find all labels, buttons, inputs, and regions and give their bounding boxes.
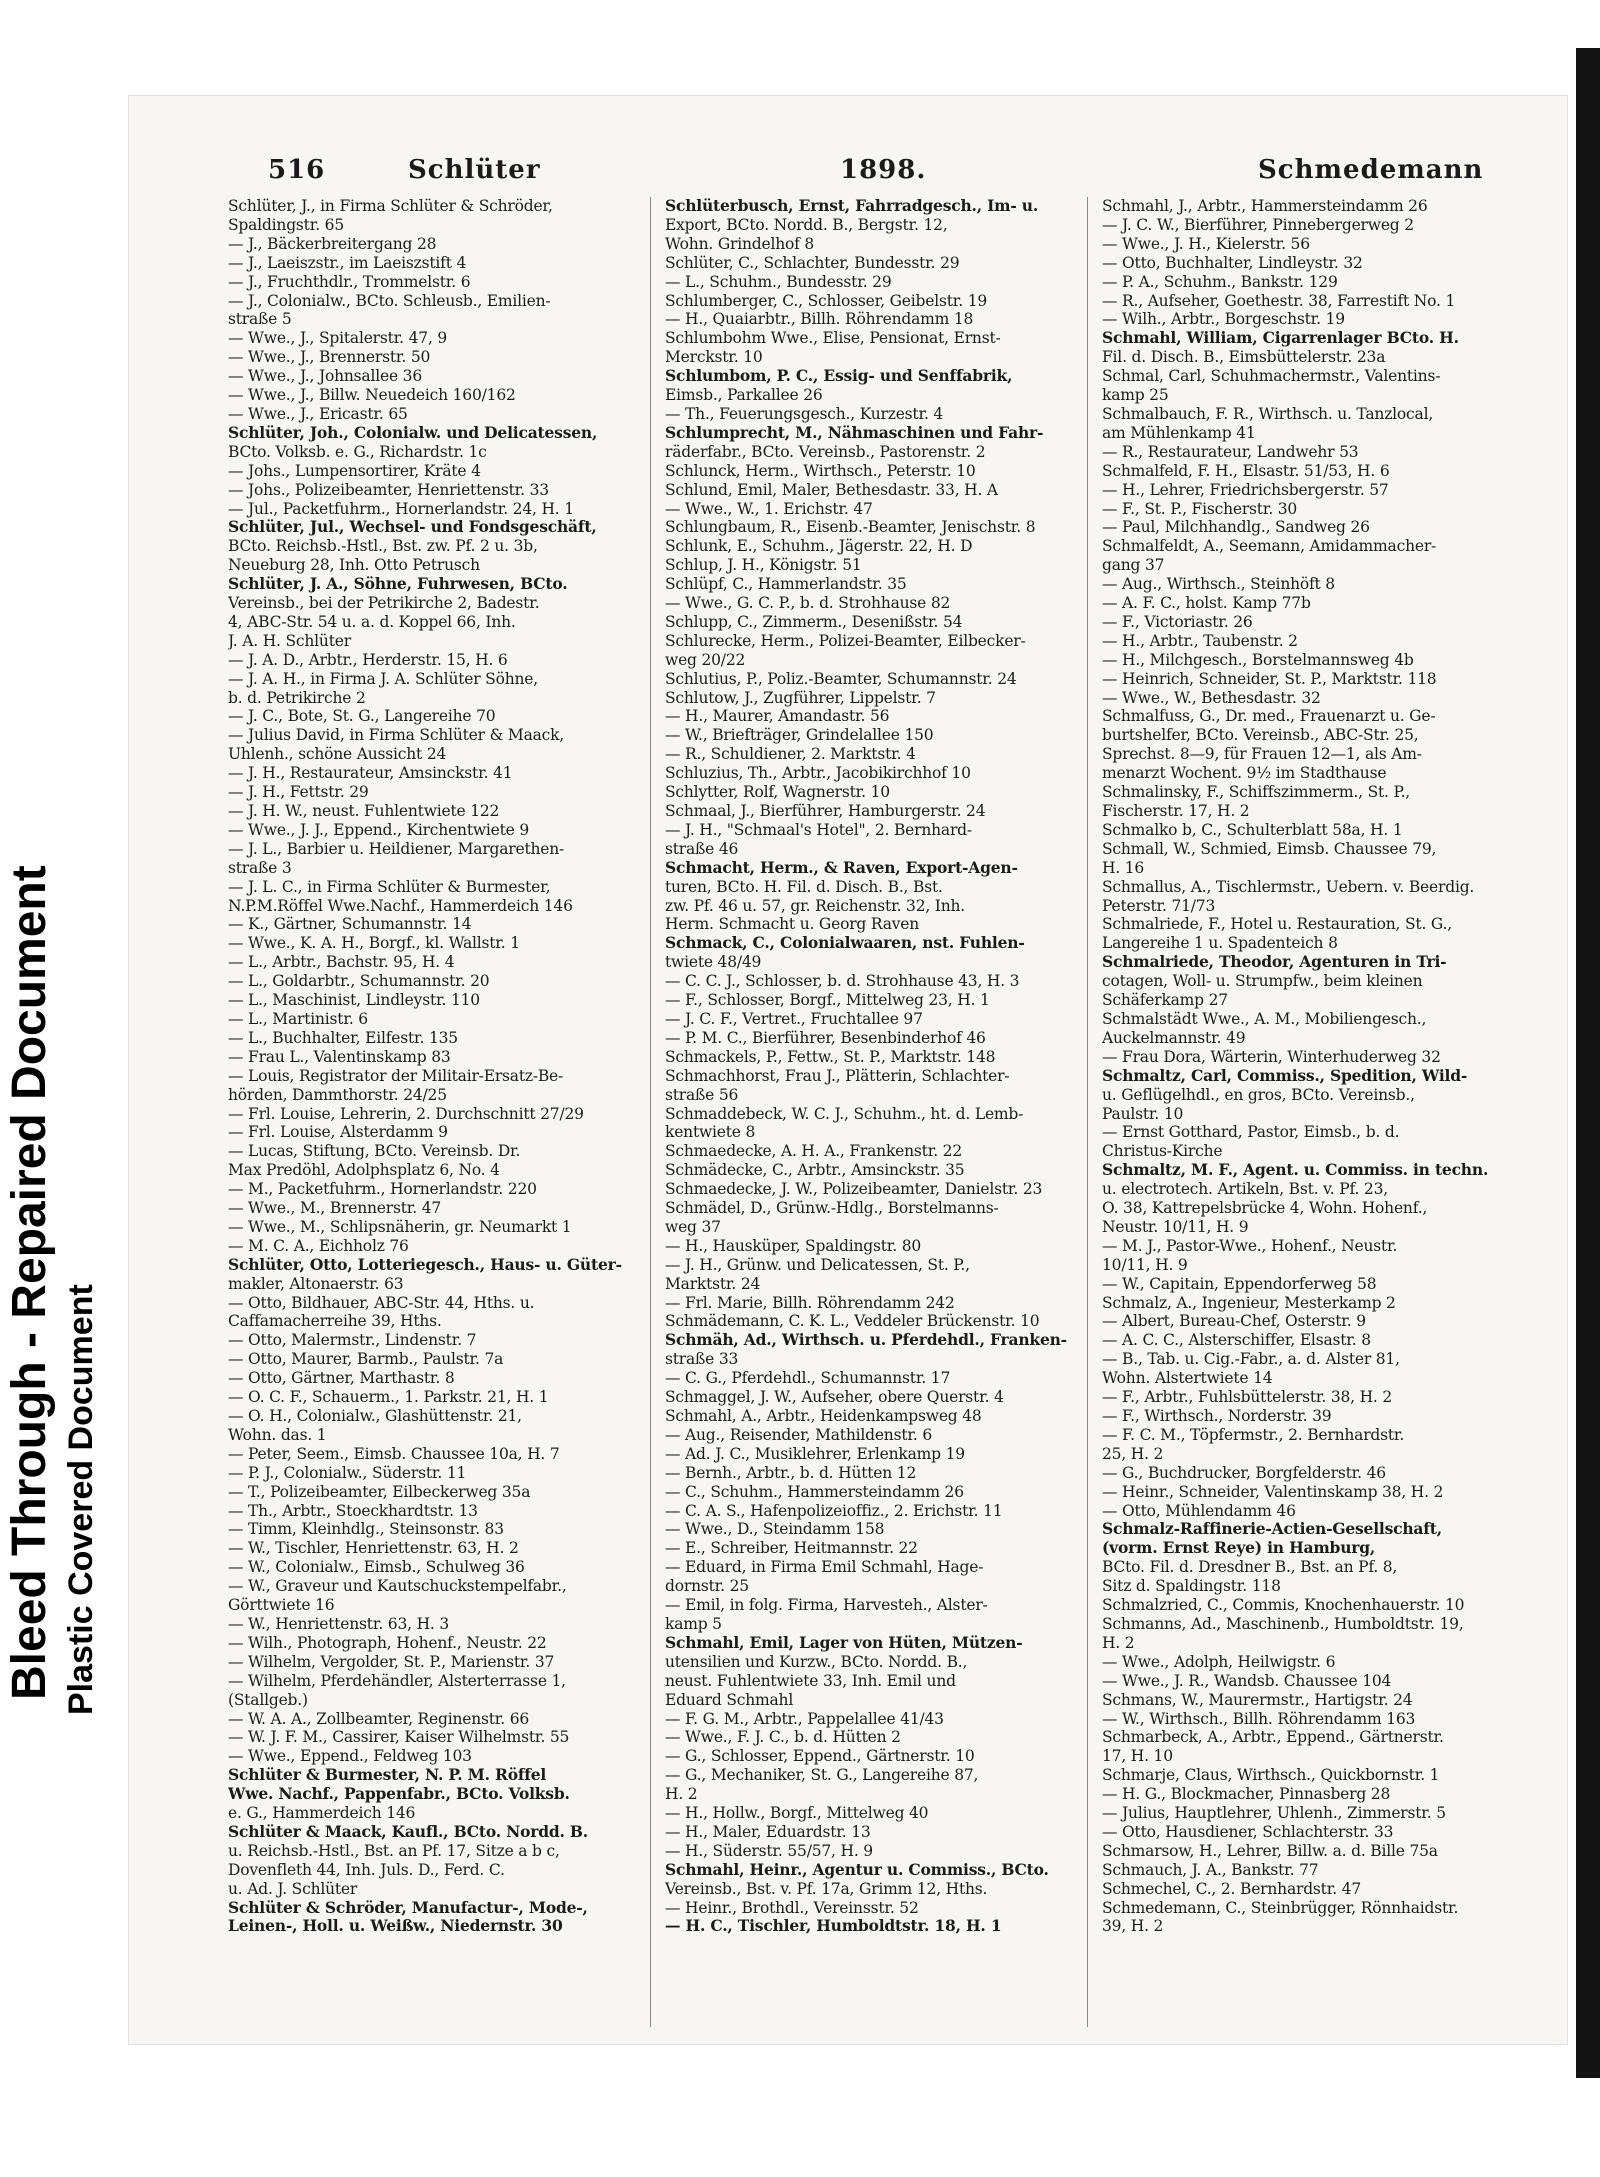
directory-entry: Schmalfeld, F. H., Elsastr. 51/53, H. 6 xyxy=(1102,461,1390,480)
directory-entry: Schmackels, P., Fettw., St. P., Marktstr. 148 xyxy=(665,1047,996,1066)
directory-entry: u. Geflügelhdl., en gros, BCto. Vereinsb., xyxy=(1102,1085,1415,1104)
directory-entry: — Emil, in folg. Firma, Harvesteh., Alster- xyxy=(665,1596,988,1615)
directory-column-1 xyxy=(228,197,633,2027)
directory-entry: u. Ad. J. Schlüter xyxy=(228,1879,358,1898)
directory-entry: — Wwe., J., Brennerstr. 50 xyxy=(228,348,431,367)
directory-entry: Schlungbaum, R., Eisenb.-Beamter, Jenischstr. 8 xyxy=(665,518,1036,537)
directory-entry: — Johs., Polizeibeamter, Henriettenstr. 33 xyxy=(228,480,549,499)
directory-entry: Schlunck, Herm., Wirthsch., Peterstr. 10 xyxy=(665,461,976,480)
directory-entry: — M. J., Pastor-Wwe., Hohenf., Neustr. xyxy=(1102,1236,1398,1255)
directory-entry: — Heinrich, Schneider, St. P., Marktstr. 118 xyxy=(1102,669,1437,688)
directory-entry: am Mühlenkamp 41 xyxy=(1102,423,1256,442)
directory-entry: Wohn. Grindelhof 8 xyxy=(665,234,815,253)
directory-entry: — Wwe., J. J., Eppend., Kirchentwiete 9 xyxy=(228,820,530,839)
directory-entry: Schmaltz, M. F., Agent. u. Commiss. in techn. xyxy=(1102,1160,1489,1180)
directory-entry: Schmalfuss, G., Dr. med., Frauenarzt u. Ge- xyxy=(1102,707,1436,726)
page-body xyxy=(228,155,1508,2035)
directory-entry: Schlüterbusch, Ernst, Fahrradgesch., Im- u. xyxy=(665,197,1039,215)
directory-entry: Neueburg 28, Inh. Otto Petrusch xyxy=(228,556,480,575)
directory-entry: — J., Colonialw., BCto. Schleusb., Emilien- xyxy=(228,291,551,310)
directory-entry: — Aug., Reisender, Mathildenstr. 6 xyxy=(665,1425,932,1444)
directory-entry: Schmädemann, C. K. L., Veddeler Brückenstr. 10 xyxy=(665,1312,1040,1331)
running-header xyxy=(228,155,1508,195)
directory-entry: — Heinr., Schneider, Valentinskamp 38, H. 2 xyxy=(1102,1482,1444,1501)
directory-entry: Schluzius, Th., Arbtr., Jacobikirchhof 10 xyxy=(665,764,971,783)
directory-entry: — Wwe., W., 1. Erichstr. 47 xyxy=(665,499,873,518)
directory-entry: — A. C. C., Alsterschiffer, Elsastr. 8 xyxy=(1102,1331,1371,1350)
directory-entry: u. electrotech. Artikeln, Bst. v. Pf. 23, xyxy=(1102,1180,1388,1199)
bleed-through-label: Bleed Through - Repaired Document xyxy=(3,865,56,1700)
directory-entry: Schmalriede, F., Hotel u. Restauration, St. G., xyxy=(1102,915,1452,934)
directory-column-2 xyxy=(665,197,1070,2027)
directory-entry: — L., Buchhalter, Eilfestr. 135 xyxy=(228,1028,458,1047)
directory-entry: — W., Briefträger, Grindelallee 150 xyxy=(665,726,934,745)
directory-entry: — G., Mechaniker, St. G., Langereihe 87, xyxy=(665,1766,979,1785)
directory-entry: — Wwe., K. A. H., Borgf., kl. Wallstr. 1 xyxy=(228,934,520,953)
directory-entry: Schmaal, J., Bierführer, Hamburgerstr. 24 xyxy=(665,802,986,820)
directory-entry: — R., Restaurateur, Landwehr 53 xyxy=(1102,442,1359,461)
directory-entry: — Frl. Louise, Lehrerin, 2. Durchschnitt 27/29 xyxy=(228,1104,584,1123)
directory-entry: Schmalz, A., Ingenieur, Mesterkamp 2 xyxy=(1102,1293,1396,1312)
directory-entry: Schlüter & Schröder, Manufactur-, Mode-, xyxy=(228,1897,588,1917)
directory-entry: — H., Quaiarbtr., Billh. Röhrendamm 18 xyxy=(665,310,974,329)
directory-entry: 39, H. 2 xyxy=(1102,1917,1164,1936)
directory-entry: Schlumprecht, M., Nähmaschinen und Fahr- xyxy=(665,422,1044,442)
directory-entry: Spaldingstr. 65 xyxy=(228,215,344,234)
directory-entry: — Wilh., Arbtr., Borgeschstr. 19 xyxy=(1102,310,1345,329)
directory-entry: — Otto, Malermstr., Lindenstr. 7 xyxy=(228,1331,477,1350)
directory-entry: hörden, Dammthorstr. 24/25 xyxy=(228,1085,447,1104)
directory-entry: — Frau Dora, Wärterin, Winterhuderweg 32 xyxy=(1102,1047,1441,1066)
directory-entry: Vereinsb., bei der Petrikirche 2, Badestr. xyxy=(228,594,540,613)
directory-entry: — F., Schlosser, Borgf., Mittelweg 23, H. 1 xyxy=(665,991,990,1010)
directory-entry: Fil. d. Disch. B., Eimsbüttelerstr. 23a xyxy=(1102,348,1386,367)
directory-entry: Schmalfeldt, A., Seemann, Amidammacher- xyxy=(1102,537,1437,556)
directory-entry: — Otto, Hausdiener, Schlachterstr. 33 xyxy=(1102,1822,1394,1841)
directory-entry: räderfabr., BCto. Vereinsb., Pastorenstr. 2 xyxy=(665,442,986,461)
directory-entry: 4, ABC-Str. 54 u. a. d. Koppel 66, Inh. xyxy=(228,612,516,631)
directory-entry: 17, H. 10 xyxy=(1102,1747,1173,1766)
directory-entry: — K., Gärtner, Schumannstr. 14 xyxy=(228,915,472,934)
directory-entry: kamp 5 xyxy=(665,1614,722,1633)
page-number: 516 xyxy=(268,155,326,185)
directory-entry: — J. C. F., Vertret., Fruchtallee 97 xyxy=(665,1009,923,1028)
directory-entry: — Heinr., Brothdl., Vereinsstr. 52 xyxy=(665,1898,919,1917)
directory-entry: Dovenfleth 44, Inh. Juls. D., Ferd. C. xyxy=(228,1860,505,1879)
directory-entry: — H., Arbtr., Taubenstr. 2 xyxy=(1102,631,1298,650)
directory-entry: — L., Schuhm., Bundesstr. 29 xyxy=(665,272,892,291)
directory-entry: BCto. Volksb. e. G., Richardstr. 1c xyxy=(228,442,487,461)
directory-entry: — Frl. Marie, Billh. Röhrendamm 242 xyxy=(665,1293,955,1312)
directory-entry: — O. C. F., Schauerm., 1. Parkstr. 21, H. 1 xyxy=(228,1388,549,1407)
directory-entry: Schlund, Emil, Maler, Bethesdastr. 33, H. A xyxy=(665,480,998,499)
column-divider xyxy=(1087,197,1088,2027)
directory-entry: Eduard Schmahl xyxy=(665,1690,794,1709)
directory-entry: twiete 48/49 xyxy=(665,953,762,972)
directory-entry: Max Predöhl, Adolphsplatz 6, No. 4 xyxy=(228,1161,500,1180)
directory-entry: — Ad. J. C., Musiklehrer, Erlenkamp 19 xyxy=(665,1444,965,1463)
directory-entry: Schlupp, C., Zimmerm., Desenißstr. 54 xyxy=(665,612,963,631)
directory-entry: Auckelmannstr. 49 xyxy=(1102,1028,1246,1047)
directory-entry: — Wilhelm, Pferdehändler, Alsterterrasse 1, xyxy=(228,1671,566,1690)
directory-entry: Wohn. Alstertwiete 14 xyxy=(1102,1369,1273,1388)
directory-entry: Marktstr. 24 xyxy=(665,1274,761,1293)
directory-entry: Langereihe 1 u. Spadenteich 8 xyxy=(1102,934,1338,953)
directory-entry: Schlutius, P., Poliz.-Beamter, Schumannstr. 24 xyxy=(665,669,1017,688)
directory-entry: — J. H., Fettstr. 29 xyxy=(228,783,369,802)
directory-entry: — Wilh., Photograph, Hohenf., Neustr. 22 xyxy=(228,1633,547,1652)
header-last-name: Schmedemann xyxy=(1258,155,1484,185)
directory-entry: — Wwe., J. R., Wandsb. Chaussee 104 xyxy=(1102,1671,1392,1690)
directory-entry: Wwe. Nachf., Pappenfabr., BCto. Volksb. xyxy=(228,1784,570,1804)
directory-entry: 10/11, H. 9 xyxy=(1102,1255,1188,1274)
directory-entry: Leinen-, Holl. u. Weißw., Niedernstr. 30 xyxy=(228,1916,563,1936)
directory-entry: — F., Arbtr., Fuhlsbüttelerstr. 38, H. 2 xyxy=(1102,1388,1393,1407)
directory-entry: Schmans, W., Maurermstr., Hartigstr. 24 xyxy=(1102,1690,1413,1709)
directory-entry: — W., Colonialw., Eimsb., Schulweg 36 xyxy=(228,1558,525,1577)
plastic-covered-label: Plastic Covered Document xyxy=(62,1284,100,1715)
directory-entry: — W., Capitain, Eppendorferweg 58 xyxy=(1102,1274,1377,1293)
directory-entry: — G., Buchdrucker, Borgfelderstr. 46 xyxy=(1102,1463,1386,1482)
directory-entry: — J. H., "Schmaal's Hotel", 2. Bernhard- xyxy=(665,820,972,839)
directory-entry: Paulstr. 10 xyxy=(1102,1104,1184,1123)
directory-entry: — Wwe., D., Steindamm 158 xyxy=(665,1520,885,1539)
directory-entry: — J. H. W., neust. Fuhlentwiete 122 xyxy=(228,802,500,820)
directory-entry: — Julius David, in Firma Schlüter & Maack, xyxy=(228,726,565,745)
directory-entry: — C. A. S., Hafenpolizeioffiz., 2. Erichstr. 11 xyxy=(665,1501,1003,1520)
directory-entry: — C. C. J., Schlosser, b. d. Strohhause 43, H. 3 xyxy=(665,972,1020,991)
directory-entry: turen, BCto. H. Fil. d. Disch. B., Bst. xyxy=(665,877,943,896)
directory-entry: — R., Schuldiener, 2. Marktstr. 4 xyxy=(665,745,916,764)
directory-entry: Schlumbom, P. C., Essig- und Senffabrik, xyxy=(665,366,1013,386)
header-year: 1898. xyxy=(840,155,927,185)
directory-entry: Eimsb., Parkallee 26 xyxy=(665,386,823,405)
directory-entry: — J., Bäckerbreitergang 28 xyxy=(228,234,437,253)
directory-entry: Schlunk, E., Schuhm., Jägerstr. 22, H. D xyxy=(665,537,973,556)
directory-entry: — Th., Arbtr., Stoeckhardtstr. 13 xyxy=(228,1501,478,1520)
directory-entry: — L., Goldarbtr., Schumannstr. 20 xyxy=(228,972,490,991)
directory-entry: — F. G. M., Arbtr., Pappelallee 41/43 xyxy=(665,1709,944,1728)
directory-entry: Schmarsow, H., Lehrer, Billw. a. d. Bille 75a xyxy=(1102,1841,1438,1860)
directory-entry: (vorm. Ernst Reye) in Hamburg, xyxy=(1102,1538,1376,1558)
directory-entry: — Julius, Hauptlehrer, Uhlenh., Zimmerstr. 5 xyxy=(1102,1804,1446,1823)
directory-entry: Schmalinsky, F., Schiffszimmerm., St. P., xyxy=(1102,783,1411,802)
directory-entry: Schmanns, Ad., Maschinenb., Humboldtstr. 19, xyxy=(1102,1614,1464,1633)
directory-entry: — J. L. C., in Firma Schlüter & Burmester, xyxy=(228,877,551,896)
directory-entry: — Eduard, in Firma Emil Schmahl, Hage- xyxy=(665,1558,984,1577)
directory-entry: kentwiete 8 xyxy=(665,1123,756,1142)
directory-entry: Görttwiete 16 xyxy=(228,1596,335,1615)
directory-entry: Schmallus, A., Tischlermstr., Uebern. v. Beerdig. xyxy=(1102,877,1475,896)
directory-entry: — M. C. A., Eichholz 76 xyxy=(228,1236,409,1255)
directory-entry: — W., Henriettenstr. 63, H. 3 xyxy=(228,1614,450,1633)
directory-entry: Schlurecke, Herm., Polizei-Beamter, Eilbecker- xyxy=(665,631,1026,650)
directory-entry: — H. C., Tischler, Humboldtstr. 18, H. 1 xyxy=(665,1916,1002,1936)
directory-entry: Schmalz-Raffinerie-Actien-Gesellschaft, xyxy=(1102,1519,1442,1539)
directory-entry: Schmarbeck, A., Arbtr., Eppend., Gärtnerstr. xyxy=(1102,1728,1444,1747)
directory-entry: — F., St. P., Fischerstr. 30 xyxy=(1102,499,1298,518)
directory-entry: — H. G., Blockmacher, Pinnasberg 28 xyxy=(1102,1785,1391,1804)
directory-entry: Schlumbohm Wwe., Elise, Pensionat, Ernst- xyxy=(665,329,1001,348)
directory-entry: Schmäh, Ad., Wirthsch. u. Pferdehdl., Franken- xyxy=(665,1330,1067,1350)
directory-entry: straße 5 xyxy=(228,310,292,329)
directory-entry: — F., Victoriastr. 26 xyxy=(1102,612,1253,631)
directory-entry: burtshelfer, BCto. Vereinsb., ABC-Str. 25, xyxy=(1102,726,1419,745)
scanned-page xyxy=(128,95,1568,2045)
directory-entry: Schmahl, William, Cigarrenlager BCto. H. xyxy=(1102,328,1459,348)
directory-entry: — C., Schuhm., Hammersteindamm 26 xyxy=(665,1482,964,1501)
directory-entry: — A. F. C., holst. Kamp 77b xyxy=(1102,594,1311,613)
directory-entry: — Frl. Louise, Alsterdamm 9 xyxy=(228,1123,448,1142)
directory-entry: makler, Altonaerstr. 63 xyxy=(228,1274,404,1293)
directory-entry: cotagen, Woll- u. Strumpfw., beim kleinen xyxy=(1102,972,1423,991)
directory-entry: Schmalstädt Wwe., A. M., Mobiliengesch., xyxy=(1102,1009,1427,1028)
directory-entry: — Wwe., M., Schlipsnäherin, gr. Neumarkt 1 xyxy=(228,1217,572,1236)
directory-entry: Schmauch, J. A., Bankstr. 77 xyxy=(1102,1860,1319,1879)
directory-entry: — J., Laeiszstr., im Laeiszstift 4 xyxy=(228,253,467,272)
directory-entry: — F. C. M., Töpfermstr., 2. Bernhardstr. xyxy=(1102,1425,1405,1444)
directory-entry: Schmalbauch, F. R., Wirthsch. u. Tanzlocal, xyxy=(1102,404,1434,423)
directory-entry: Neustr. 10/11, H. 9 xyxy=(1102,1217,1249,1236)
directory-entry: — W. J. F. M., Cassirer, Kaiser Wilhelmstr. 55 xyxy=(228,1728,570,1747)
directory-entry: weg 20/22 xyxy=(665,650,746,669)
directory-entry: — H., Süderstr. 55/57, H. 9 xyxy=(665,1841,873,1860)
directory-entry: 25, H. 2 xyxy=(1102,1444,1164,1463)
directory-entry: — Paul, Milchhandlg., Sandweg 26 xyxy=(1102,518,1370,537)
directory-entry: straße 56 xyxy=(665,1085,739,1104)
directory-entry: — Otto, Buchhalter, Lindleystr. 32 xyxy=(1102,253,1363,272)
directory-entry: Schmahl, Heinr., Agentur u. Commiss., BCto. xyxy=(665,1859,1049,1879)
directory-entry: Schlüter, Jul., Wechsel- und Fondsgeschäft, xyxy=(228,517,597,537)
directory-entry: Schmahl, A., Arbtr., Heidenkampsweg 48 xyxy=(665,1407,982,1425)
directory-entry: Schlüter, J. A., Söhne, Fuhrwesen, BCto. xyxy=(228,574,568,594)
directory-entry: Schmack, C., Colonialwaaren, nst. Fuhlen- xyxy=(665,933,1025,953)
directory-entry: Schlüter, J., in Firma Schlüter & Schröder, xyxy=(228,197,553,215)
directory-entry: weg 37 xyxy=(665,1217,721,1236)
directory-entry: straße 3 xyxy=(228,858,292,877)
directory-entry: Schmechel, C., 2. Bernhardstr. 47 xyxy=(1102,1879,1361,1898)
directory-entry: Christus-Kirche xyxy=(1102,1142,1223,1161)
directory-entry: neust. Fuhlentwiete 33, Inh. Emil und xyxy=(665,1671,956,1690)
directory-entry: Schäferkamp 27 xyxy=(1102,991,1228,1010)
directory-entry: Schmaltz, Carl, Commiss., Spedition, Wild- xyxy=(1102,1065,1468,1085)
directory-entry: — E., Schreiber, Heitmannstr. 22 xyxy=(665,1539,918,1558)
directory-entry: — Lucas, Stiftung, BCto. Vereinsb. Dr. xyxy=(228,1142,521,1161)
directory-entry: — J. C. W., Bierführer, Pinnebergerweg 2 xyxy=(1102,215,1414,234)
directory-entry: Merckstr. 10 xyxy=(665,348,763,367)
directory-entry: Schlumberger, C., Schlosser, Geibelstr. 19 xyxy=(665,291,988,310)
directory-entry: Schmahl, Emil, Lager von Hüten, Mützen- xyxy=(665,1632,1023,1652)
directory-entry: — Wwe., J., Ericastr. 65 xyxy=(228,404,408,423)
directory-entry: u. Reichsb.-Hstl., Bst. an Pf. 17, Sitze a b c, xyxy=(228,1841,560,1860)
directory-entry: Schmachhorst, Frau J., Plätterin, Schlachter- xyxy=(665,1066,1010,1085)
directory-entry: — J. H., Grünw. und Delicatessen, St. P., xyxy=(665,1255,970,1274)
directory-column-3 xyxy=(1102,197,1507,2027)
directory-entry: Schmall, W., Schmied, Eimsb. Chaussee 79, xyxy=(1102,839,1437,858)
directory-entry: Schlutow, J., Zugführer, Lippelstr. 7 xyxy=(665,688,936,707)
directory-entry: zw. Pf. 46 u. 57, gr. Reichenstr. 32, Inh. xyxy=(665,896,966,915)
directory-entry: — Wilhelm, Vergolder, St. P., Marienstr. 37 xyxy=(228,1652,555,1671)
directory-entry: Schmalko b, C., Schulterblatt 58a, H. 1 xyxy=(1102,820,1403,839)
directory-entry: — Aug., Wirthsch., Steinhöft 8 xyxy=(1102,575,1335,594)
directory-entry: b. d. Petrikirche 2 xyxy=(228,688,366,707)
directory-entry: — L., Martinistr. 6 xyxy=(228,1009,368,1028)
directory-entry: — W., Wirthsch., Billh. Röhrendamm 163 xyxy=(1102,1709,1416,1728)
directory-entry: — G., Schlosser, Eppend., Gärtnerstr. 10 xyxy=(665,1747,975,1766)
directory-entry: H. 2 xyxy=(665,1785,698,1804)
directory-entry: — B., Tab. u. Cig.-Fabr., a. d. Alster 81, xyxy=(1102,1350,1400,1369)
directory-entry: — H., Lehrer, Friedrichsbergerstr. 57 xyxy=(1102,480,1389,499)
directory-entry: — Wwe., F. J. C., b. d. Hütten 2 xyxy=(665,1728,901,1747)
directory-entry: — Johs., Lumpensortirer, Kräte 4 xyxy=(228,461,481,480)
directory-entry: Herm. Schmacht u. Georg Raven xyxy=(665,915,920,934)
directory-entry: — Wwe., W., Bethesdastr. 32 xyxy=(1102,688,1321,707)
directory-entry: — H., Maler, Eduardstr. 13 xyxy=(665,1822,871,1841)
directory-entry: — Wwe., G. C. P., b. d. Strohhause 82 xyxy=(665,594,951,613)
directory-entry: Schmädel, D., Grünw.-Hdlg., Borstelmanns- xyxy=(665,1199,999,1218)
directory-entry: — Wwe., J., Billw. Neuedeich 160/162 xyxy=(228,386,516,405)
directory-entry: Schlytter, Rolf, Wagnerstr. 10 xyxy=(665,783,890,802)
directory-entry: Schmaedecke, J. W., Polizeibeamter, Danielstr. 23 xyxy=(665,1180,1043,1199)
directory-entry: — H., Hausküper, Spaldingstr. 80 xyxy=(665,1236,922,1255)
directory-entry: — Wwe., Adolph, Heilwigstr. 6 xyxy=(1102,1652,1336,1671)
directory-entry: Schlüter, Otto, Lotteriegesch., Haus- u. Güter- xyxy=(228,1254,622,1274)
directory-entry: — O. H., Colonialw., Glashüttenstr. 21, xyxy=(228,1407,522,1425)
directory-entry: — Otto, Bildhauer, ABC-Str. 44, Hths. u. xyxy=(228,1293,535,1312)
directory-entry: Schmedemann, C., Steinbrügger, Rönnhaidstr. xyxy=(1102,1898,1459,1917)
directory-entry: — P. M. C., Bierführer, Besenbinderhof 46 xyxy=(665,1028,986,1047)
directory-entry: — J. C., Bote, St. G., Langereihe 70 xyxy=(228,707,496,726)
directory-entry: N.P.M.Röffel Wwe.Nachf., Hammerdeich 146 xyxy=(228,896,573,915)
directory-entry: — R., Aufseher, Goethestr. 38, Farrestift No. 1 xyxy=(1102,291,1456,310)
directory-entry: gang 37 xyxy=(1102,556,1165,575)
directory-entry: — Timm, Kleinhdlg., Steinsonstr. 83 xyxy=(228,1520,504,1539)
directory-entry: Schmal, Carl, Schuhmachermstr., Valentins- xyxy=(1102,367,1441,386)
directory-entry: Schmarje, Claus, Wirthsch., Quickbornstr. 1 xyxy=(1102,1766,1440,1785)
directory-entry: — P. J., Colonialw., Süderstr. 11 xyxy=(228,1463,467,1482)
directory-entry: BCto. Reichsb.-Hstl., Bst. zw. Pf. 2 u. 3b, xyxy=(228,537,538,556)
directory-entry: — Frau L., Valentinskamp 83 xyxy=(228,1047,451,1066)
directory-entry: — J. A. D., Arbtr., Herderstr. 15, H. 6 xyxy=(228,650,508,669)
directory-entry: — M., Packetfuhrm., Hornerlandstr. 220 xyxy=(228,1180,537,1199)
directory-entry: Schmahl, J., Arbtr., Hammersteindamm 26 xyxy=(1102,197,1428,215)
directory-entry: — H., Maurer, Amandastr. 56 xyxy=(665,707,890,726)
header-first-name: Schlüter xyxy=(408,155,541,185)
directory-entry: — T., Polizeibeamter, Eilbeckerweg 35a xyxy=(228,1482,531,1501)
directory-entry: — P. A., Schuhm., Bankstr. 129 xyxy=(1102,272,1338,291)
directory-entry: Schmaggel, J. W., Aufseher, obere Querstr. 4 xyxy=(665,1388,1004,1407)
directory-entry: Schmalriede, Theodor, Agenturen in Tri- xyxy=(1102,952,1447,972)
column-divider xyxy=(650,197,651,2027)
directory-entry: — F., Wirthsch., Norderstr. 39 xyxy=(1102,1407,1332,1425)
directory-entry: Schmacht, Herm., & Raven, Export-Agen- xyxy=(665,857,1018,877)
directory-entry: O. 38, Kattrepelsbrücke 4, Wohn. Hohenf., xyxy=(1102,1199,1428,1218)
directory-entry: Vereinsb., Bst. v. Pf. 17a, Grimm 12, Hths. xyxy=(665,1879,988,1898)
directory-entry: — Jul., Packetfuhrm., Hornerlandstr. 24, H. 1 xyxy=(228,499,574,518)
directory-entry: Fischerstr. 17, H. 2 xyxy=(1102,802,1250,820)
directory-entry: Schlüter & Burmester, N. P. M. Röffel xyxy=(228,1765,547,1785)
directory-entry: Schmalzried, C., Commis, Knochenhauerstr. 10 xyxy=(1102,1596,1465,1615)
directory-entry: Uhlenh., schöne Aussicht 24 xyxy=(228,745,447,764)
directory-entry: Sitz d. Spaldingstr. 118 xyxy=(1102,1577,1281,1596)
directory-entry: — Wwe., M., Brennerstr. 47 xyxy=(228,1199,442,1218)
directory-entry: — H., Milchgesch., Borstelmannsweg 4b xyxy=(1102,650,1414,669)
directory-entry: — Wwe., J., Spitalerstr. 47, 9 xyxy=(228,329,448,348)
directory-entry: — L., Maschinist, Lindleystr. 110 xyxy=(228,991,480,1010)
directory-entry: — C. G., Pferdehdl., Schumannstr. 17 xyxy=(665,1369,951,1388)
directory-entry: straße 33 xyxy=(665,1350,739,1369)
directory-entry: — Ernst Gotthard, Pastor, Eimsb., b. d. xyxy=(1102,1123,1400,1142)
directory-entry: Caffamacherreihe 39, Hths. xyxy=(228,1312,442,1331)
directory-entry: dornstr. 25 xyxy=(665,1577,749,1596)
directory-entry: Schmaddebeck, W. C. J., Schuhm., ht. d. Lemb- xyxy=(665,1104,1024,1123)
directory-entry: — J. L., Barbier u. Heildiener, Margarethen- xyxy=(228,839,565,858)
directory-entry: Wohn. das. 1 xyxy=(228,1425,327,1444)
directory-entry: menarzt Wochent. 9½ im Stadthause xyxy=(1102,764,1387,783)
directory-entry: — W., Graveur und Kautschuckstempelfabr., xyxy=(228,1577,567,1596)
directory-entry: — Otto, Mühlendamm 46 xyxy=(1102,1501,1296,1520)
directory-entry: Schmädecke, C., Arbtr., Amsinckstr. 35 xyxy=(665,1161,965,1180)
directory-entry: — Wwe., J. H., Kielerstr. 56 xyxy=(1102,234,1310,253)
directory-entry: — Otto, Maurer, Barmb., Paulstr. 7a xyxy=(228,1350,504,1369)
directory-entry: — J. H., Restaurateur, Amsinckstr. 41 xyxy=(228,764,513,783)
directory-entry: Schmaedecke, A. H. A., Frankenstr. 22 xyxy=(665,1142,962,1161)
directory-entry: — W., Tischler, Henriettenstr. 63, H. 2 xyxy=(228,1539,519,1558)
directory-columns xyxy=(228,197,1508,2027)
directory-entry: — L., Arbtr., Bachstr. 95, H. 4 xyxy=(228,953,455,972)
directory-entry: Schlüter & Maack, Kaufl., BCto. Nordd. B. xyxy=(228,1821,588,1841)
directory-entry: (Stallgeb.) xyxy=(228,1690,308,1709)
directory-entry: — Peter, Seem., Eimsb. Chaussee 10a, H. 7 xyxy=(228,1444,560,1463)
directory-entry: — Bernh., Arbtr., b. d. Hütten 12 xyxy=(665,1463,917,1482)
directory-entry: Schlüpf, C., Hammerlandstr. 35 xyxy=(665,575,907,594)
directory-entry: Schlup, J. H., Königstr. 51 xyxy=(665,556,862,575)
directory-entry: — Th., Feuerungsgesch., Kurzestr. 4 xyxy=(665,404,944,423)
scanner-edge-strip xyxy=(1576,48,1600,2078)
directory-entry: Sprechst. 8—9, für Frauen 12—1, als Am- xyxy=(1102,745,1422,764)
directory-entry: Peterstr. 71/73 xyxy=(1102,896,1216,915)
directory-entry: Export, BCto. Nordd. B., Bergstr. 12, xyxy=(665,215,948,234)
directory-entry: Schlüter, Joh., Colonialw. und Delicatessen, xyxy=(228,422,598,442)
directory-entry: straße 46 xyxy=(665,839,739,858)
directory-entry: — J. A. H., in Firma J. A. Schlüter Söhne, xyxy=(228,669,538,688)
directory-entry: — W. A. A., Zollbeamter, Reginenstr. 66 xyxy=(228,1709,530,1728)
directory-entry: — Otto, Gärtner, Marthastr. 8 xyxy=(228,1369,455,1388)
directory-entry: BCto. Fil. d. Dresdner B., Bst. an Pf. 8, xyxy=(1102,1558,1398,1577)
directory-entry: utensilien und Kurzw., BCto. Nordd. B., xyxy=(665,1652,968,1671)
directory-entry: H. 16 xyxy=(1102,858,1145,877)
directory-entry: kamp 25 xyxy=(1102,386,1169,405)
directory-entry: J. A. H. Schlüter xyxy=(228,631,351,650)
directory-entry: — Louis, Registrator der Militair-Ersatz-Be- xyxy=(228,1066,564,1085)
directory-entry: — J., Fruchthdlr., Trommelstr. 6 xyxy=(228,272,471,291)
directory-entry: — Wwe., Eppend., Feldweg 103 xyxy=(228,1747,472,1766)
directory-entry: Schlüter, C., Schlachter, Bundesstr. 29 xyxy=(665,253,960,272)
directory-entry: — H., Hollw., Borgf., Mittelweg 40 xyxy=(665,1804,929,1823)
directory-entry: — Albert, Bureau-Chef, Osterstr. 9 xyxy=(1102,1312,1366,1331)
directory-entry: — Wwe., J., Johnsallee 36 xyxy=(228,367,422,386)
directory-entry: e. G., Hammerdeich 146 xyxy=(228,1804,416,1823)
directory-entry: H. 2 xyxy=(1102,1633,1135,1652)
